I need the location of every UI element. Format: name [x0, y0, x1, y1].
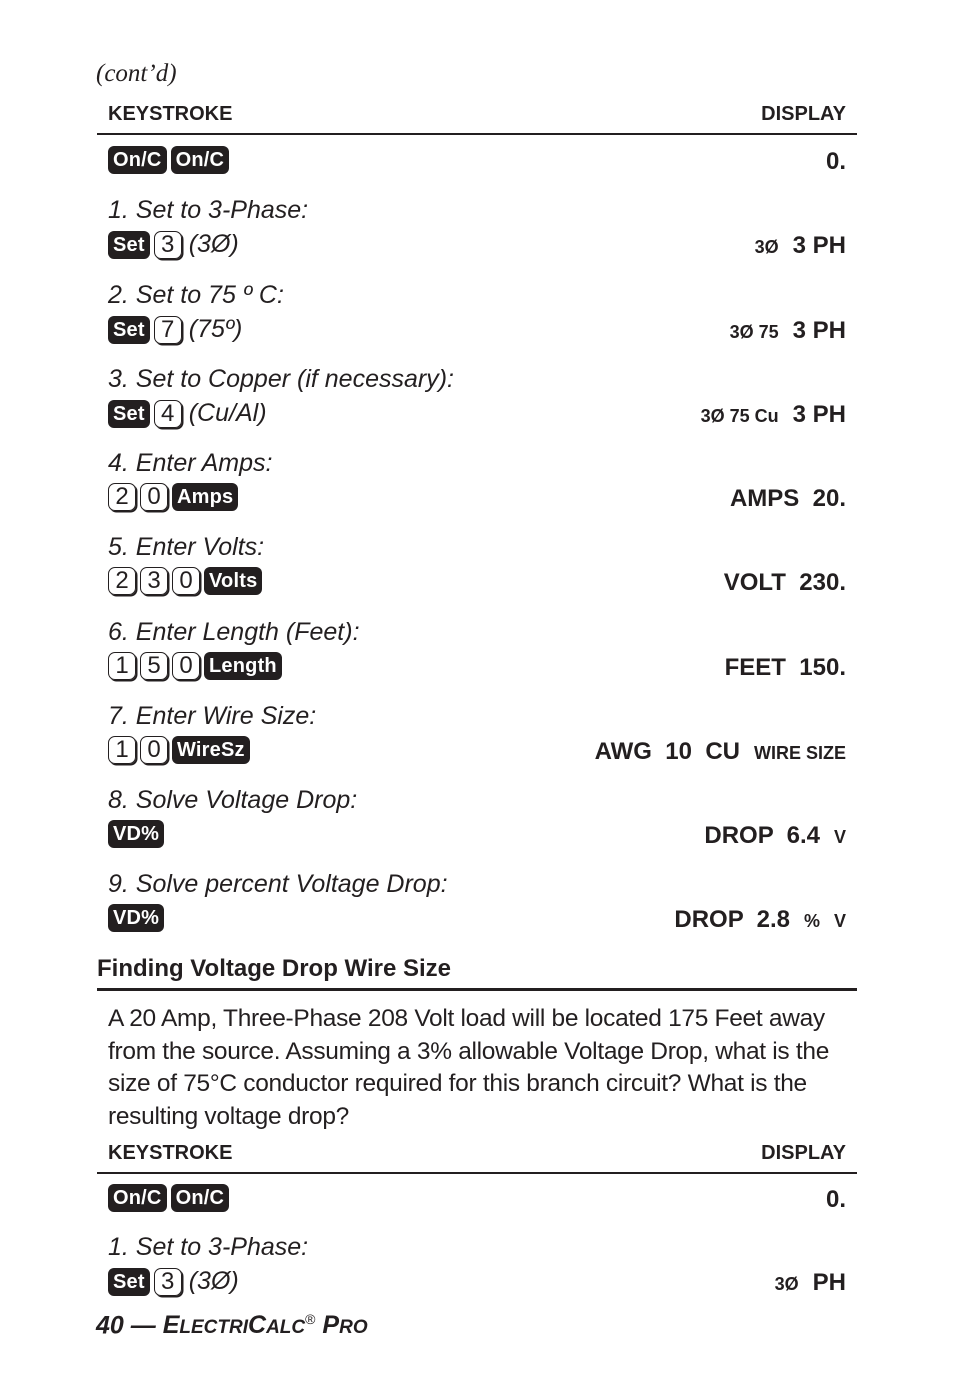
step-label: 1. Set to 3-Phase:	[108, 1233, 309, 1261]
key-0-icon: 0	[172, 652, 200, 680]
step-label: 8. Solve Voltage Drop:	[108, 786, 358, 814]
step-label: 3. Set to Copper (if necessary):	[108, 365, 454, 393]
table-row	[97, 618, 857, 682]
display-segment: PH	[812, 1269, 846, 1296]
key-1-icon: 1	[108, 736, 136, 764]
keystroke-sequence	[108, 315, 242, 344]
display-value	[730, 485, 846, 513]
table-row	[97, 1233, 857, 1297]
footer-text-part: RO	[339, 1317, 368, 1339]
key-3-icon: 3	[154, 1268, 182, 1296]
display-segment: %	[803, 911, 820, 931]
display-segment: WIRE SIZE	[753, 743, 846, 763]
key-3-icon: 3	[154, 231, 182, 259]
display-segment: 3 PH	[792, 317, 846, 344]
display-value	[704, 822, 846, 850]
problem-statement: A 20 Amp, Three-Phase 208 Volt load will be located 175 Feet away from the source. Assuming a 3% allowable Voltage Drop, what is the size of 75°C conductor required for this branch circuit? What is the resulting voltage drop?	[108, 1005, 830, 1130]
product-name	[322, 1311, 367, 1339]
key-on-c-icon: On/C	[171, 146, 230, 174]
display-value	[730, 317, 846, 345]
display-value	[775, 1269, 846, 1297]
keystroke-sequence	[108, 904, 164, 932]
table-row	[97, 142, 857, 178]
display-segment: V	[833, 911, 846, 931]
key-volts-icon: Volts	[204, 567, 262, 595]
display-segment: 0.	[825, 148, 846, 175]
table-row	[97, 281, 857, 345]
display-column-header: DISPLAY	[761, 103, 846, 125]
footer-text-part: E	[162, 1311, 180, 1340]
step-label: 5. Enter Volts:	[108, 533, 265, 561]
key-wiresz-icon: WireSz	[172, 736, 250, 764]
key-on-c-icon: On/C	[171, 1184, 230, 1212]
keystroke-column-header: KEYSTROKE	[108, 1142, 233, 1164]
display-column-header: DISPLAY	[761, 1142, 846, 1164]
key-5-icon: 5	[140, 652, 168, 680]
keystroke-sequence	[108, 820, 164, 848]
page-footer	[96, 1311, 368, 1340]
step-label: 4. Enter Amps:	[108, 449, 273, 477]
table-row	[97, 702, 857, 766]
table-row	[97, 449, 857, 513]
key-amps-icon: Amps	[172, 483, 238, 511]
display-segment: AWG 10 CU	[594, 738, 740, 765]
display-value	[826, 1186, 846, 1214]
key-7-icon: 7	[154, 316, 182, 344]
key-note: (3Ø)	[188, 230, 239, 258]
table-header-2	[97, 1138, 857, 1174]
step-label: 6. Enter Length (Feet):	[108, 618, 360, 646]
display-segment: VOLT 230.	[723, 569, 846, 596]
footer-dash: —	[130, 1311, 156, 1340]
display-value	[701, 401, 846, 429]
page-number: 40	[96, 1311, 124, 1340]
display-value	[826, 148, 846, 176]
key-0-icon: 0	[140, 736, 168, 764]
keystroke-sequence	[108, 230, 239, 259]
footer-text-part: ALC	[266, 1317, 306, 1339]
key-on-c-icon: On/C	[108, 146, 167, 174]
table-header-1	[97, 99, 857, 135]
key-vdpercent-icon: VD%	[108, 820, 164, 848]
table-row	[97, 870, 857, 934]
display-segment: DROP 6.4	[704, 822, 820, 849]
keystroke-sequence	[108, 652, 282, 680]
keystroke-sequence	[108, 567, 262, 595]
step-label: 2. Set to 75 º C:	[108, 281, 284, 309]
table-row	[97, 533, 857, 597]
key-3-icon: 3	[140, 567, 168, 595]
key-set-icon: Set	[108, 1268, 150, 1296]
continued-label: (cont’d)	[96, 60, 177, 87]
step-label: 9. Solve percent Voltage Drop:	[108, 870, 448, 898]
key-set-icon: Set	[108, 231, 150, 259]
keystroke-sequence	[108, 399, 267, 428]
table-row	[97, 365, 857, 429]
display-segment: 3Ø 75	[729, 322, 779, 342]
table-row	[97, 786, 857, 850]
footer-text-part: LECTRI	[179, 1317, 249, 1339]
key-1-icon: 1	[108, 652, 136, 680]
key-4-icon: 4	[154, 400, 182, 428]
keystroke-column-header: KEYSTROKE	[108, 103, 233, 125]
key-set-icon: Set	[108, 316, 150, 344]
key-0-icon: 0	[172, 567, 200, 595]
keystroke-sequence	[108, 736, 250, 764]
display-segment: 3Ø	[754, 237, 779, 257]
registered-mark: ®	[305, 1311, 316, 1327]
step-label: 1. Set to 3-Phase:	[108, 196, 309, 224]
display-segment: 0.	[825, 1186, 846, 1213]
key-note: (3Ø)	[188, 1267, 239, 1295]
key-on-c-icon: On/C	[108, 1184, 167, 1212]
key-length-icon: Length	[204, 652, 282, 680]
keystroke-sequence	[108, 483, 238, 511]
display-segment: 3Ø 75 Cu	[700, 406, 779, 426]
display-segment: FEET 150.	[724, 654, 846, 681]
step-label: 7. Enter Wire Size:	[108, 702, 317, 730]
key-2-icon: 2	[108, 567, 136, 595]
key-0-icon: 0	[140, 483, 168, 511]
section-title: Finding Voltage Drop Wire Size	[97, 955, 857, 991]
brand-name	[163, 1311, 305, 1339]
footer-text-part: C	[248, 1311, 267, 1340]
display-segment: 3 PH	[792, 401, 846, 428]
footer-text-part: P	[322, 1311, 340, 1340]
display-segment: AMPS 20.	[729, 485, 846, 512]
display-segment: V	[833, 827, 846, 847]
key-2-icon: 2	[108, 483, 136, 511]
key-note: (75º)	[188, 315, 243, 343]
key-set-icon: Set	[108, 400, 150, 428]
keystroke-sequence	[108, 146, 229, 174]
keystroke-sequence	[108, 1267, 239, 1296]
display-value	[595, 738, 846, 766]
key-note: (Cu/Al)	[188, 399, 267, 427]
keystroke-sequence	[108, 1184, 229, 1212]
table-row	[97, 1180, 857, 1216]
display-segment: DROP 2.8	[674, 906, 790, 933]
key-vdpercent-icon: VD%	[108, 904, 164, 932]
display-value	[725, 654, 846, 682]
display-value	[755, 232, 846, 260]
display-segment: 3Ø	[774, 1274, 799, 1294]
display-value	[674, 906, 846, 934]
table-row	[97, 196, 857, 260]
display-segment: 3 PH	[792, 232, 846, 259]
display-value	[724, 569, 846, 597]
